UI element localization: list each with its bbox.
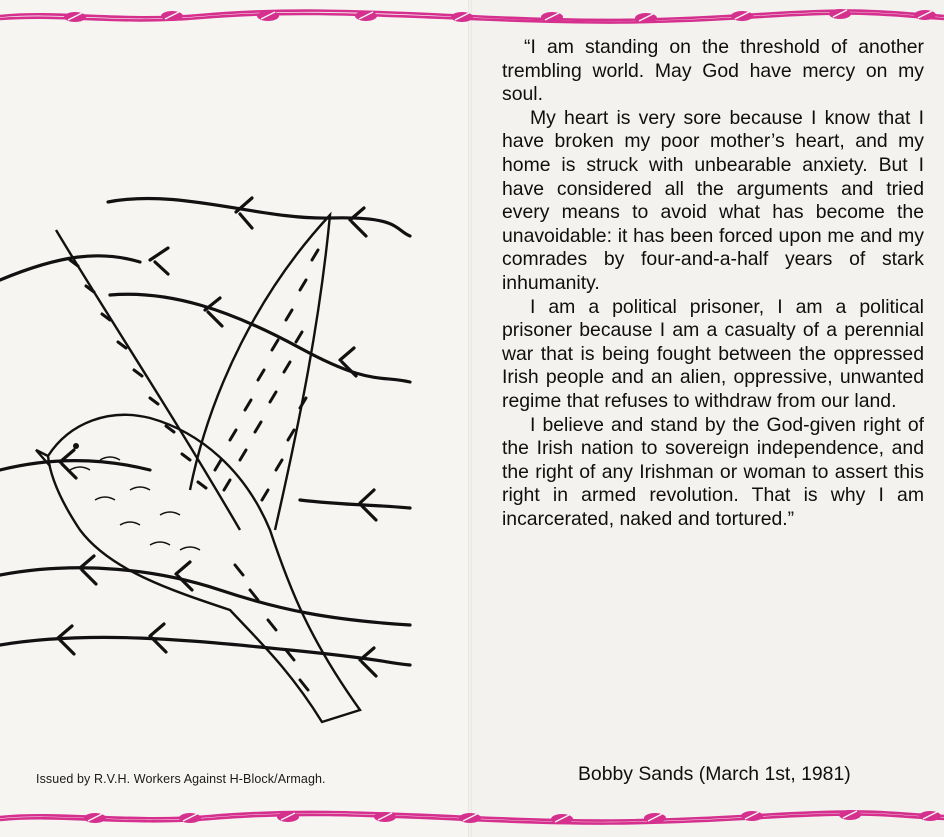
bird-eye: [73, 443, 79, 449]
bird-on-barbed-wire-illustration: [0, 170, 420, 750]
quote-paragraph: I am a political prisoner, I am a political prisoner because I am a casualty of a perennial war that is being fought between the oppressed Irish people and an alien, oppressive, unwanted regime that refuses to withdraw from our land.: [502, 295, 924, 412]
quote-paragraph: I believe and stand by the God-given right of the Irish nation to sovereign independence, and the right of any Irishman or woman to assert this right in armed revolution. That is why I am incarcerated, naked and tortured.”: [502, 413, 924, 530]
bottom-barbed-wire-border: [0, 803, 944, 831]
top-barbed-wire-border: [0, 0, 944, 28]
quote-paragraph: “I am standing on the threshold of another trembling world. May God have mercy on my soul.: [502, 36, 924, 106]
page-fold: [468, 0, 472, 837]
quote-text: [502, 36, 924, 531]
quote-attribution: Bobby Sands (March 1st, 1981): [578, 763, 851, 785]
publisher-credit: Issued by R.V.H. Workers Against H-Block/Armagh.: [36, 772, 326, 786]
quote-paragraph: My heart is very sore because I know that I have broken my poor mother’s heart, and my home is struck with unbearable anxiety. But I have considered all the arguments and tried every means to avoid what has become the unavoidable: it has been forced upon me and my comrades by four-and-a-half years of stark inhumanity.: [502, 106, 924, 294]
